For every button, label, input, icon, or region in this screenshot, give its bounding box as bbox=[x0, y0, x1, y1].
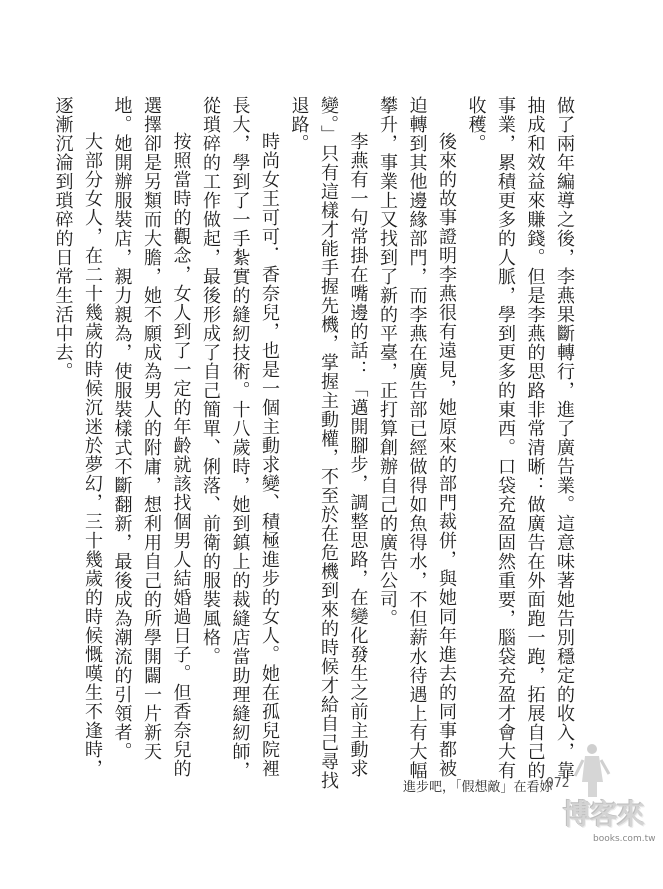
watermark bbox=[563, 742, 659, 886]
watermark-url: books.com.tw bbox=[593, 834, 656, 844]
paragraph-3: 李燕有一句常掛在嘴邊的話：「邁開腳步，調整思路，在變化發生之前主動求變。」只有這樣才能手握先機，掌握主動權，不至於在危機到來的時候才給自己尋找退路。 bbox=[288, 96, 369, 790]
paragraph-4: 時尚女王可可．香奈兒，也是一個主動求變、積極進步的女人。她在孤兒院裡長大，學到了一手紮實的縫紉技術。十八歲時，她到鎮上的裁縫店當助理縫紉師，從瑣碎的工作做起，最後形成了自己簡單、俐落、前衛的服裝風格。 bbox=[200, 96, 280, 780]
page-number: 072 bbox=[546, 776, 570, 791]
paragraph-1: 做了兩年編導之後，李燕果斷轉行，進了廣告業。這意味著她告別穩定的收入，靠抽成和效益來賺錢。但是李燕的思路非常清晰：做廣告在外面跑一跑，拓展自己的事業，累積更多的人脈，學到更多的東西。口袋充盈固然重要，腦袋充盈才會大有收穫。 bbox=[465, 96, 575, 780]
watermark-figure-icon bbox=[569, 742, 613, 798]
watermark-logo: 博客來 bbox=[563, 798, 645, 831]
paragraph-5: 按照當時的觀念，女人到了一定的年齡就該找個男人結婚過日子。但香奈兒的選擇卻是另類而大膽，她不願成為男人的附庸，想利用自己的所學開闢一片新天地。她開辦服裝店，親力親為，使服裝樣式不斷翻新，最後成為潮流的引領者。 bbox=[111, 96, 192, 778]
paragraph-6: 大部分女人，在二十幾歲的時候沉迷於夢幻，三十幾歲的時候慨嘆生不逢時，逐漸沉淪到瑣碎的日常生活中去。 bbox=[52, 96, 103, 778]
body-text bbox=[52, 96, 579, 796]
paragraph-2: 後來的故事證明李燕很有遠見，她原來的部門裁併，與她同年進去的同事都被迫轉到其他邊緣部門，而李燕在廣告部已經做得如魚得水，不但薪水待遇上有大幅攀升，事業上又找到了新的平臺，正打算創辦自己的廣告公司。 bbox=[377, 96, 457, 780]
chapter-caption: 進步吧，「假想敵」在看妳 bbox=[403, 780, 553, 795]
